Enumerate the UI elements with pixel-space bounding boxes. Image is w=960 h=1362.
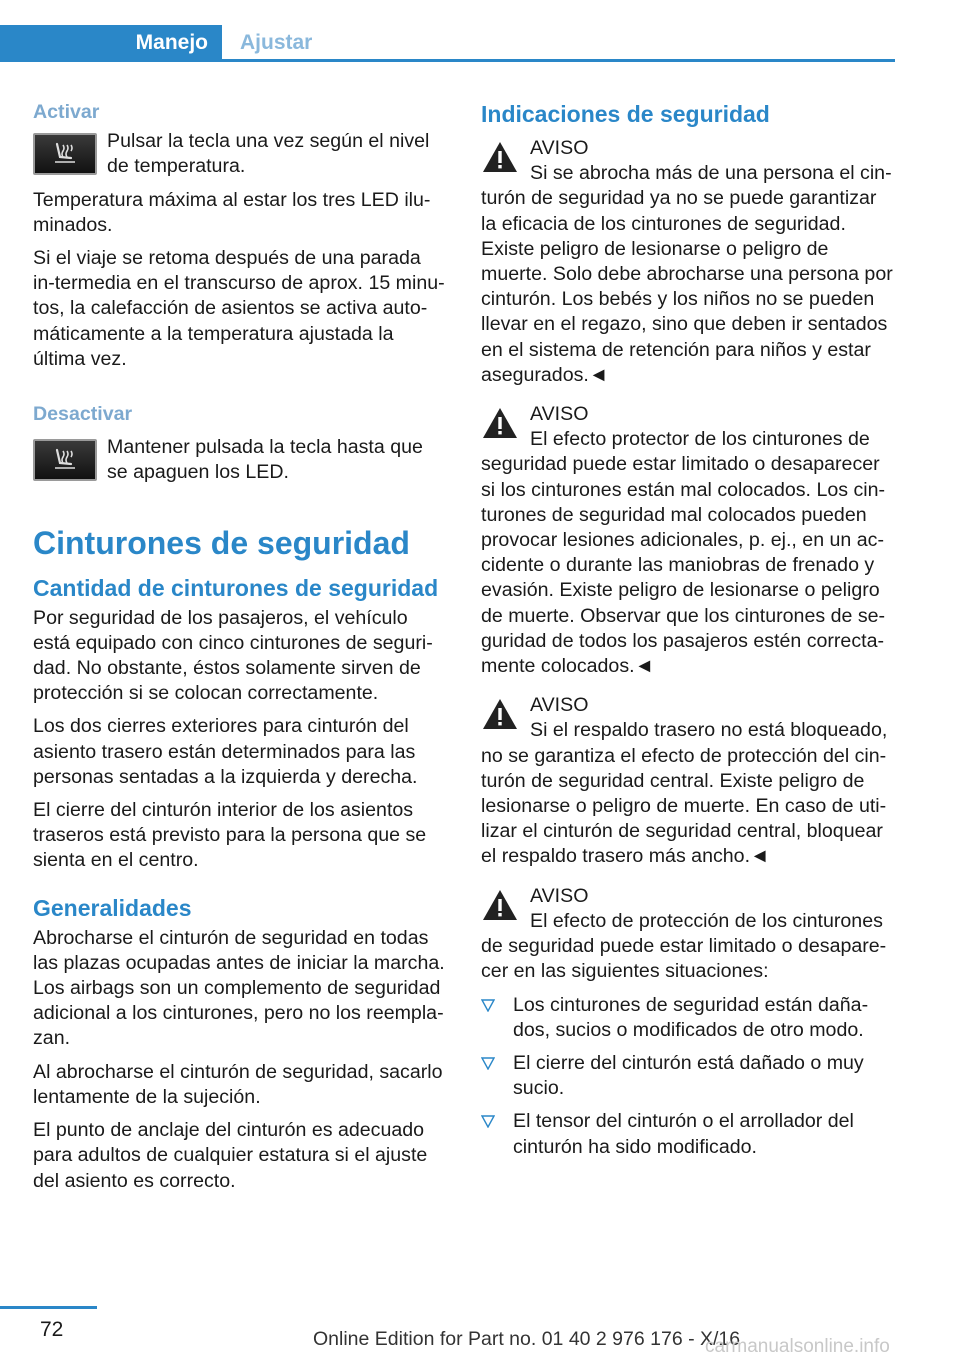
bullet-triangle-icon <box>481 1115 495 1128</box>
generalidades-paragraph-3: El punto de anclaje del cinturón es adecuado para adultos de cualquier estatura si el ajuste del asiento es correcto. <box>33 1119 428 1192</box>
footer-rule <box>0 1306 97 1309</box>
tab-manejo[interactable]: Manejo <box>0 25 222 62</box>
warning-label: AVISO <box>530 694 589 717</box>
desactivar-heading: Desactivar <box>33 403 133 426</box>
section-title: Cinturones de seguridad <box>33 524 410 561</box>
situation-list <box>481 993 895 1160</box>
warning-triangle-icon <box>481 697 519 731</box>
activar-paragraph-2: Si el viaje se retoma después de una parada in‐termedia en el transcurso de aprox. 15 minu‐tos, la calefacción de asientos se activa auto‐máticamente a la temperatura ajustada la última vez. <box>33 247 445 370</box>
warning-first-line: El efecto de protección de los cinturones <box>530 909 883 932</box>
desactivar-button-text: Mantener pulsada la tecla hasta que se apaguen los LED. <box>107 436 423 484</box>
seat-heating-button-image <box>33 439 97 481</box>
watermark: carmanualsonline.info <box>705 1336 890 1357</box>
cantidad-paragraph-3: El cierre del cinturón interior de los asientos traseros está previsto para la persona que se sienta en el centro. <box>33 799 427 872</box>
activar-heading: Activar <box>33 101 100 123</box>
activar-instruction <box>33 129 447 179</box>
warning-triangle-icon <box>481 140 519 174</box>
desactivar-instruction <box>33 435 447 485</box>
activar-paragraph-1: Temperatura máxima al estar los tres LED ilu‐minados. <box>33 188 431 236</box>
warning-header <box>481 693 895 743</box>
tab-underline <box>0 59 895 62</box>
tab-ajustar[interactable]: Ajustar <box>240 31 313 54</box>
bullet-triangle-icon <box>481 1057 495 1070</box>
warning-first-line: Si se abrocha más de una persona el cin‐ <box>530 162 892 185</box>
warning-triangle-icon <box>481 888 519 922</box>
warning-label: AVISO <box>530 403 589 426</box>
chapter-tabs <box>0 25 895 62</box>
list-item <box>481 1109 895 1159</box>
warning-block <box>481 693 895 869</box>
cantidad-heading: Cantidad de cinturones de seguridad <box>33 574 439 601</box>
warning-block <box>481 884 895 985</box>
warning-label: AVISO <box>530 884 589 907</box>
warning-text: de seguridad puede estar limitado o desapare‐cer en las siguientes situaciones: <box>481 935 887 983</box>
seat-heating-icon <box>51 141 79 167</box>
warning-block <box>481 136 895 388</box>
seat-heating-button-image <box>33 133 97 175</box>
list-item <box>481 993 895 1043</box>
safety-heading: Indicaciones de seguridad <box>481 101 770 127</box>
cantidad-paragraph-1: Por seguridad de los pasajeros, el vehículo está equipado con cinco cinturones de seguri‐dad. No obstante, éstos solamente sirven de protección si se colocan correctamente. <box>33 606 433 705</box>
list-item-text: El tensor del cinturón o el arrollador del cinturón ha sido modificado. <box>513 1110 854 1158</box>
warning-triangle-icon <box>481 406 519 440</box>
warning-first-line: Si el respaldo trasero no está bloqueado, <box>530 719 888 742</box>
seat-heating-icon <box>51 447 79 473</box>
generalidades-paragraph-2: Al abrocharse el cinturón de seguridad, sacarlo lentamente de la sujeción. <box>33 1060 443 1108</box>
warning-header <box>481 136 895 186</box>
bullet-triangle-icon <box>481 999 495 1012</box>
page-number: 72 <box>40 1318 64 1341</box>
activar-button-text: Pulsar la tecla una vez según el nivel de temperatura. <box>107 130 430 178</box>
warning-block <box>481 402 895 679</box>
edition-note: Online Edition for Part no. 01 40 2 976 176 - X/16 <box>313 1328 741 1350</box>
warning-text: turón de seguridad ya no se puede garantizar la eficacia de los cinturones de seguridad. Existe peligro de lesionarse o peligro de muerte. Solo debe abrocharse una persona por cinturón. Los bebés y los niños no se pueden llevar en el regazo, sino que deben ir sentados en el sistema de retención para niños y estar asegurados.◄ <box>481 187 893 386</box>
right-column <box>481 100 895 1168</box>
cantidad-paragraph-2: Los dos cierres exteriores para cinturón del asiento trasero están determinados para las personas sentadas a la izquierda y derecha. <box>33 715 418 788</box>
list-item-text: El cierre del cinturón está dañado o muy sucio. <box>513 1051 864 1100</box>
list-item <box>481 1051 895 1101</box>
warning-first-line: El efecto protector de los cinturones de <box>530 428 870 451</box>
list-item-text: Los cinturones de seguridad están daña‐dos, sucios o modificados de otro modo. <box>513 993 869 1041</box>
generalidades-paragraph-1: Abrocharse el cinturón de seguridad en todas las plazas ocupadas antes de iniciar la marcha. Los airbags son un complemento de seguridad adicional a los cinturones, pero no los reempla‐zan. <box>33 926 445 1050</box>
warning-header <box>481 402 895 452</box>
generalidades-heading: Generalidades <box>33 894 192 921</box>
left-column <box>33 100 447 1202</box>
warning-text: seguridad puede estar limitado o desaparecer si los cinturones están mal colocados. Los cin‐turones de seguridad mal colocados pueden provocar lesiones adicionales, p. ej., en un ac‐cidente o durante las maniobras de frenado y evasión. Existe peligro de lesionarse o peligro de muerte. Observar que los cinturones de se‐guridad de todos los pasajeros estén correcta‐mente colocados.◄ <box>481 453 886 678</box>
warning-label: AVISO <box>530 137 589 159</box>
warning-header <box>481 884 895 934</box>
warning-text: no se garantiza el efecto de protección del cin‐turón de seguridad central. Existe peligro de lesionarse o peligro de muerte. En caso de uti‐lizar el cinturón de seguridad central, bloquear el respaldo trasero más ancho.◄ <box>481 744 887 868</box>
